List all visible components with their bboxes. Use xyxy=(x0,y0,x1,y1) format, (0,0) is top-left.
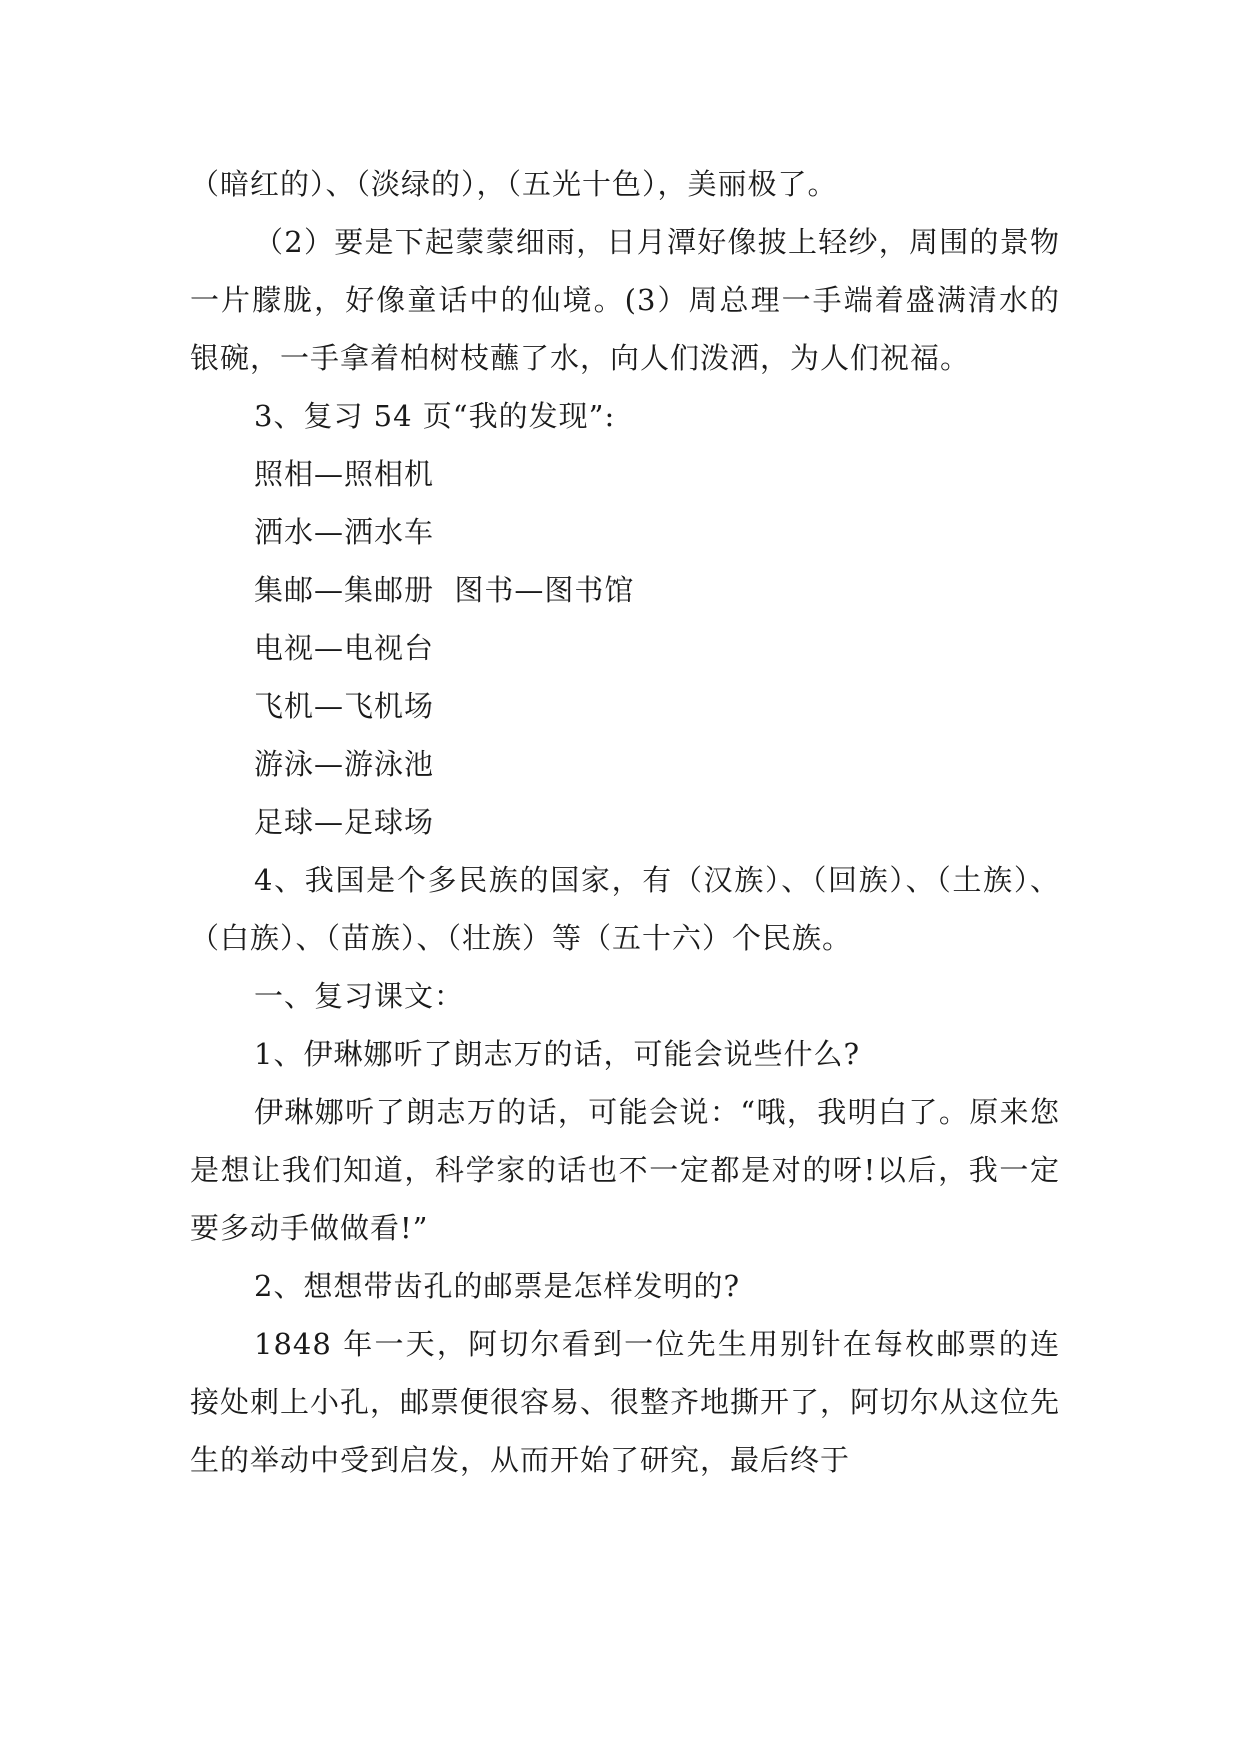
answer-stamp-perforation: 1848 年一天，阿切尔看到一位先生用别针在每枚邮票的连接处刺上小孔，邮票便很容易、很整齐地撕开了，阿切尔从这位先生的举动中受到启发，从而开始了研究，最后终于 xyxy=(190,1327,1061,1477)
answer-irina: 伊琳娜听了朗志万的话，可能会说：“哦，我明白了。原来您是想让我们知道，科学家的话也不一定都是对的呀!以后，我一定要多动手做做看!” xyxy=(190,1095,1060,1245)
paragraph-review-heading: 3、复习 54 页“我的发现”: xyxy=(254,399,616,433)
word-pair-item: 集邮—集邮册 图书—图书馆 xyxy=(254,573,635,607)
word-pair-item: 洒水—洒水车 xyxy=(254,515,435,549)
word-pair-item: 照相—照相机 xyxy=(254,457,435,491)
word-pair-item: 飞机—飞机场 xyxy=(254,689,435,723)
word-pair-item: 足球—足球场 xyxy=(254,805,435,839)
paragraph-colors: （暗红的）、（淡绿的），（五光十色），美丽极了。 xyxy=(190,167,838,201)
question-irina: 1、伊琳娜听了朗志万的话，可能会说些什么? xyxy=(254,1037,860,1071)
word-pair-item: 游泳—游泳池 xyxy=(254,747,435,781)
document-body xyxy=(190,155,1060,1489)
paragraph-sun-moon-lake: （2）要是下起蒙蒙细雨，日月潭好像披上轻纱，周围的景物一片朦胧，好像童话中的仙境。(3）周总理一手端着盛满清水的银碗，一手拿着柏树枝蘸了水，向人们泼洒，为人们祝福。 xyxy=(190,225,1060,375)
word-pair-item: 电视—电视台 xyxy=(254,631,435,665)
paragraph-ethnic-groups: 4、我国是个多民族的国家，有（汉族）、（回族）、（土族）、（白族）、（苗族）、（壮族）等（五十六）个民族。 xyxy=(190,863,1060,955)
question-stamp-perforation: 2、想想带齿孔的邮票是怎样发明的? xyxy=(254,1269,740,1303)
section-heading-review: 一、复习课文： xyxy=(254,979,465,1013)
